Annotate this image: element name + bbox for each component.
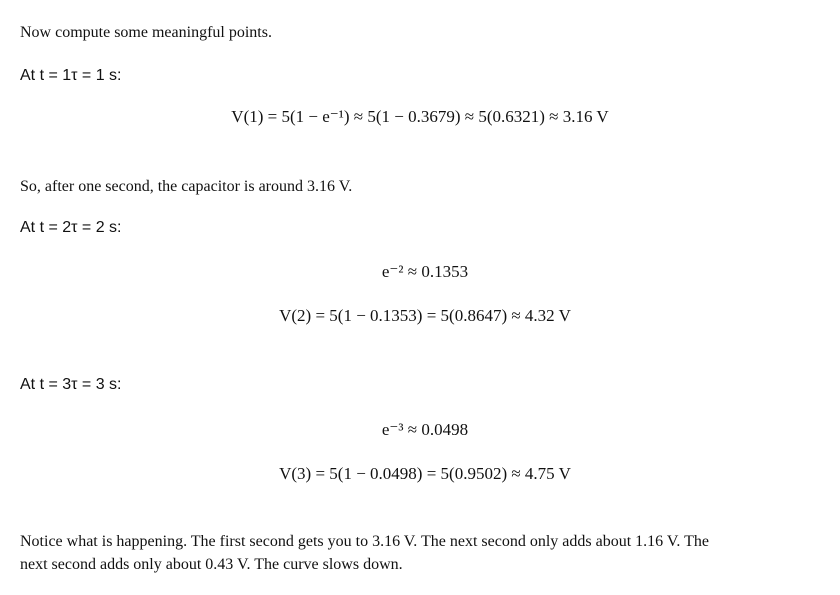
step1-comment: So, after one second, the capacitor is around 3.16 V. (20, 178, 353, 195)
equation-v3: V(3) = 5(1 − 0.0498) = 5(0.9502) ≈ 4.75 V (279, 464, 571, 483)
equation-e-minus-2: e⁻² ≈ 0.1353 (381, 262, 469, 281)
intro-text: Now compute some meaningful points. (20, 24, 272, 41)
equation-v2: V(2) = 5(1 − 0.1353) = 5(0.8647) ≈ 4.32 V (279, 306, 571, 325)
step3-label: At t = 3τ = 3 s: (20, 376, 122, 393)
conclusion-line-1: Notice what is happening. The first second gets you to 3.16 V. The next second only adds about 1.16 V. The (20, 533, 709, 550)
equation-e-minus-3: e⁻³ ≈ 0.0498 (381, 420, 469, 439)
conclusion-line-2: next second adds only about 0.43 V. The curve slows down. (20, 556, 403, 573)
step2-label: At t = 2τ = 2 s: (20, 219, 122, 236)
equation-v1: V(1) = 5(1 − e⁻¹) ≈ 5(1 − 0.3679) ≈ 5(0.6321) ≈ 3.16 V (231, 107, 609, 126)
step1-label: At t = 1τ = 1 s: (20, 67, 122, 84)
